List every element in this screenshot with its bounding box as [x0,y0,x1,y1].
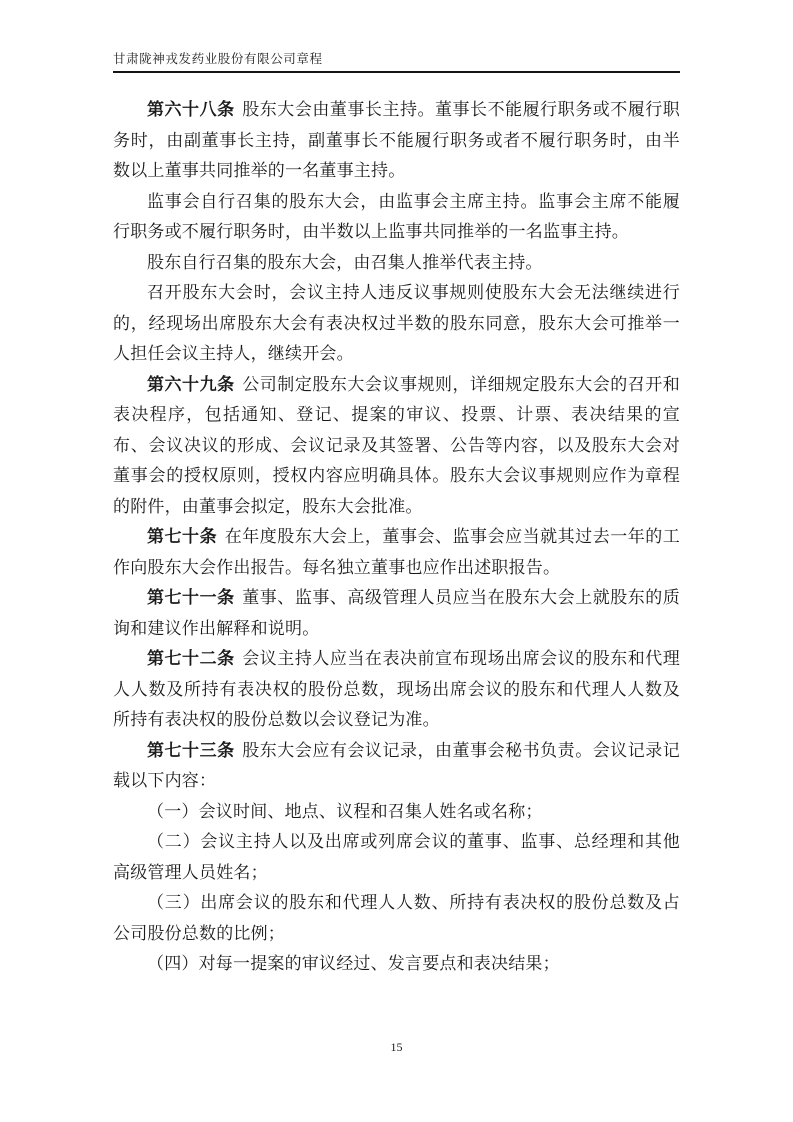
article-paragraph: 第六十九条 公司制定股东大会议事规则，详细规定股东大会的召开和表决程序，包括通知、登记、提案的审议、投票、计票、表决结果的宣布、会议决议的形成、会议记录及其签署、公告等内容，以及股东大会对董事会的授权原则，授权内容应明确具体。股东大会议事规则应作为章程的附件，由董事会拟定，股东大会批准。 [113,374,681,516]
paragraph: （三）出席会议的股东和代理人人数、所持有表决权的股份总数及占公司股份总数的比例； [113,893,680,943]
article-number: 第六十八条 [147,100,235,119]
paragraph: （一）会议时间、地点、议程和召集人姓名或名称； [147,801,543,821]
article-paragraph: 第七十一条 董事、监事、高级管理人员应当在股东大会上就股东的质询和建议作出解释和说明。 [113,588,681,638]
article-paragraph: 第七十二条 会议主持人应当在表决前宣布现场出席会议的股东和代理人人数及所持有表决权的股份总数，现场出席会议的股东和代理人人数及所持有表决权的股份总数以会议登记为准。 [113,649,681,729]
paragraph: （四）对每一提案的审议经过、发言要点和表决结果； [147,954,560,973]
paragraph: 监事会自行召集的股东大会，由监事会主席主持。监事会主席不能履行职务或不履行职务时，由半数以上监事共同推举的一名监事主持。 [113,191,680,241]
article-number: 第七十一条 [147,588,235,607]
page-number: 15 [390,1040,403,1054]
article-paragraph: 第七十条 在年度股东大会上，董事会、监事会应当就其过去一年的工作向股东大会作出报告。每名独立董事也应作出述职报告。 [113,527,680,577]
paragraph: （二）会议主持人以及出席或列席会议的董事、监事、总经理和其他高级管理人员姓名； [113,832,680,882]
article-number: 第七十条 [147,527,218,546]
page-header [113,52,680,73]
paragraph: 股东自行召集的股东大会，由召集人推举代表主持。 [147,252,543,272]
header-rule [113,71,680,73]
article-number: 第七十二条 [147,649,235,668]
article-number: 第七十三条 [147,740,235,760]
paragraph: 召开股东大会时，会议主持人违反议事规则使股东大会无法继续进行的，经现场出席股东大会有表决权过半数的股东同意，股东大会可推举一人担任会议主持人，继续开会。 [113,283,680,363]
article-paragraph: 第七十三条 股东大会应有会议记录，由董事会秘书负责。会议记录记载以下内容： [113,740,681,790]
page-footer [0,1038,793,1056]
article-number: 第六十九条 [147,374,235,394]
document-body [113,95,680,980]
header-title: 甘肃陇神戎发药业股份有限公司章程 [113,52,323,66]
article-paragraph: 第六十八条 股东大会由董事长主持。董事长不能履行职务或不履行职务时，由副董事长主持，副董事长不能履行职务或者不履行职务时，由半数以上董事共同推举的一名董事主持。 [113,100,681,180]
